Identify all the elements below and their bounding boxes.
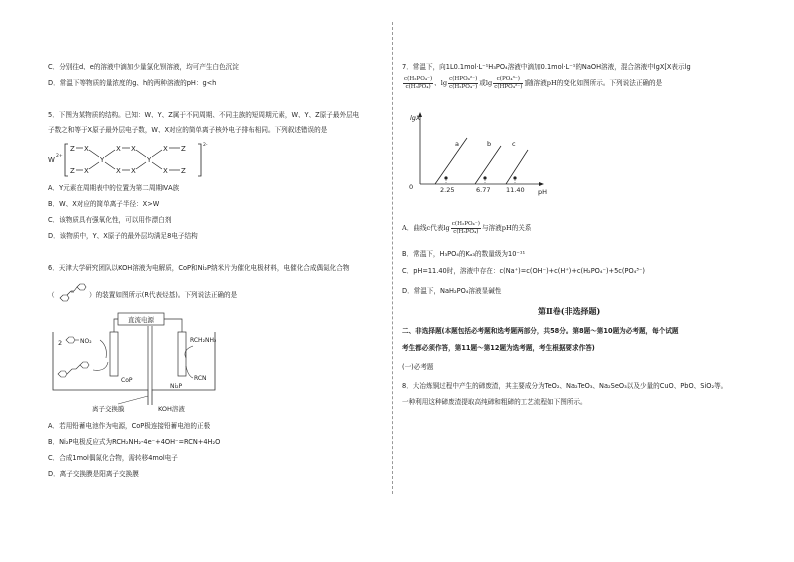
part2-instructions-line1: 二、非选择题(本题包括必考题和选考题两部分，共58分。第8题～第10题为必考题，每个试题 [402, 327, 679, 335]
q7-fraction-2: $\frac{\text{c(HPO₄²⁻)}}{\text{c(H₂PO₄⁻)}}$ [449, 76, 478, 90]
atom-x2: X [84, 167, 89, 175]
atom-x7: X [163, 145, 168, 153]
q7-stem-line2: $\frac{\text{c(H₂PO₄⁻)}}{\text{c(H₃PO₄)}}$ 、lg $\frac{\text{c(HPO₄²⁻)}}{\text{c(H₂PO₄⁻)}}$ 或lg $\frac{\text{c(PO₄³⁻)}}{\text{c(HPO₄²⁻)}}$ ]随溶液pH的变化如图所示。下列说法正确的是 [404, 76, 663, 90]
rch2nh2-label: RCH₂NH₂ [190, 337, 217, 344]
nitro-label: NO₂ [80, 338, 92, 345]
q6-option-c: C．合成1mol偶氮化合物，需转移4mol电子 [48, 454, 178, 462]
q7-fraction-1: $\frac{\text{c(H₂PO₄⁻)}}{\text{c(H₃PO₄)}}$ [404, 76, 433, 90]
atom-x1: X [84, 145, 89, 153]
q5-stem-line1: 5．下图为某物质的结构。已知：W、Y、Z属于不同周期、不同主族的短周期元素，W、Y、Z原子最外层电 [48, 111, 360, 119]
q5-option-c: C．该物质具有强氧化性，可以用作漂白剂 [48, 216, 172, 224]
ni2p-label: Ni₂P [170, 383, 183, 390]
q7-option-d: D．常温下，NaH₂PO₄溶液显碱性 [402, 287, 502, 295]
reagent-count: 2 [58, 339, 63, 347]
q6-electrolysis-figure [48, 310, 220, 414]
line-b [475, 146, 501, 184]
line-c-label: c [512, 140, 516, 148]
q7-fraction-3: $\frac{\text{c(PO₄³⁻)}}{\text{c(HPO₄²⁻)}}$ [494, 76, 523, 90]
q5-structure-figure [48, 138, 218, 182]
q5-option-a: A．Y元素在周期表中的位置为第二周期ⅣA族 [48, 184, 180, 192]
q6-option-a: A．若用铅蓄电池作为电源，CoP极连接铅蓄电池的正极 [48, 422, 211, 430]
q4-option-d: D．常温下等物质的量浓度的g、h的两种溶液的pH：g<h [48, 79, 217, 87]
w-atom: W [48, 156, 55, 164]
atom-z4: Z [181, 167, 186, 175]
q5-option-b: B．W、X对应的简单离子半径：X>W [48, 200, 160, 208]
atom-x3: X [116, 145, 121, 153]
atom-z1: Z [70, 145, 75, 153]
q7-stem-line1: 7．常温下，向1L0.1mol·L⁻¹H₃PO₄溶液中滴加0.1mol·L⁻¹的NaOH溶液，混合溶液中lgX[X表示lg [402, 63, 691, 71]
q6-stem-line2: ）的装置如图所示(R代表烃基)。下列说法正确的是 [89, 291, 238, 299]
q8-stem-line1: 8．大冶炼铜过程中产生的碲废渣，其主要成分为TeO₂、Na₂TeO₃、Na₂SeO₃以及少量的CuO、PbO、SiO₂等。 [402, 382, 728, 390]
q4-option-c: C．分别往d、e的溶液中滴加少量氯化钡溶液，均可产生白色沉淀 [48, 63, 239, 71]
cop-label: CoP [121, 377, 133, 384]
part2-instructions-line2: 考生都必须作答，第11题～第12题为选考题，考生根据要求作答) [402, 344, 595, 352]
atom-y2: Y [147, 156, 152, 164]
atom-z2: Z [70, 167, 75, 175]
azobenzene-structure-icon [56, 280, 88, 304]
membrane-label: 离子交换膜 [92, 405, 125, 413]
bracket-charge: 2- [203, 143, 208, 148]
q7-option-c: C．pH=11.40时，溶液中存在：c(Na⁺)=c(OH⁻)+c(H⁺)+c(H₂PO₄⁻)+5c(PO₄³⁻) [402, 267, 645, 275]
x-tick-3: 11.40 [506, 186, 525, 194]
w-charge: 2+ [56, 154, 63, 159]
q7-lgx-ph-graph [402, 110, 562, 196]
atom-x6: X [131, 167, 136, 175]
q6-option-d: D．离子交换膜是阳离子交换膜 [48, 470, 139, 478]
koh-label: KOH溶液 [158, 405, 185, 413]
q7-option-a-fraction: $\frac{\text{c(H₂PO₄⁻)}}{\text{c(H₃PO₄)}}$ [451, 221, 480, 235]
origin-label: 0 [409, 183, 414, 191]
column-divider [392, 22, 393, 494]
atom-y1: Y [100, 156, 105, 164]
atom-x8: X [163, 167, 168, 175]
line-c [506, 150, 528, 184]
y-axis-label: lgX [410, 114, 421, 122]
line-a-label: a [455, 140, 459, 148]
q7-option-b: B．常温下，H₃PO₄的Kₐ₃的数量级为10⁻¹¹ [402, 250, 526, 258]
x-axis-label: pH [538, 188, 548, 196]
atom-x4: X [116, 167, 121, 175]
x-tick-1: 2.25 [440, 186, 455, 194]
x-tick-2: 6.77 [476, 186, 491, 194]
q6-stem-line1: 6．天津大学研究团队以KOH溶液为电解质，CoP和Ni₂P纳米片为催化电极材料，电催化合成偶氮化合物 [48, 264, 350, 272]
line-a [435, 138, 467, 184]
section-title: 第Ⅱ卷(非选择题) [538, 306, 601, 316]
atom-z3: Z [181, 145, 186, 153]
cop-electrode [110, 332, 118, 376]
q6-option-b: B．Ni₂P电极反应式为RCH₂NH₂-4e⁻+4OH⁻=RCN+4H₂O [48, 438, 221, 446]
q6-paren-open: （ [48, 291, 55, 299]
q5-stem-line2: 子数之和等于X原子最外层电子数，W、X对应的简单离子核外电子排布相同。下列叙述错误的是 [48, 126, 328, 134]
q5-option-d: D．该物质中，Y、X原子的最外层均满足8电子结构 [48, 232, 198, 240]
rcn-label: RCN [194, 375, 207, 382]
power-label: 直流电源 [128, 316, 154, 324]
line-b-label: b [487, 140, 492, 148]
required-questions-label: (一)必考题 [402, 363, 434, 371]
atom-x5: X [131, 145, 136, 153]
q8-stem-line2: 一种利用这种碲废渣提取高纯碲和粗碲的工艺流程如下图所示。 [402, 398, 587, 406]
q7-option-a: A．曲线c代表lg $\frac{\text{c(H₂PO₄⁻)}}{\text{c(H₃PO₄)}}$ 与溶液pH的关系 [402, 221, 532, 235]
